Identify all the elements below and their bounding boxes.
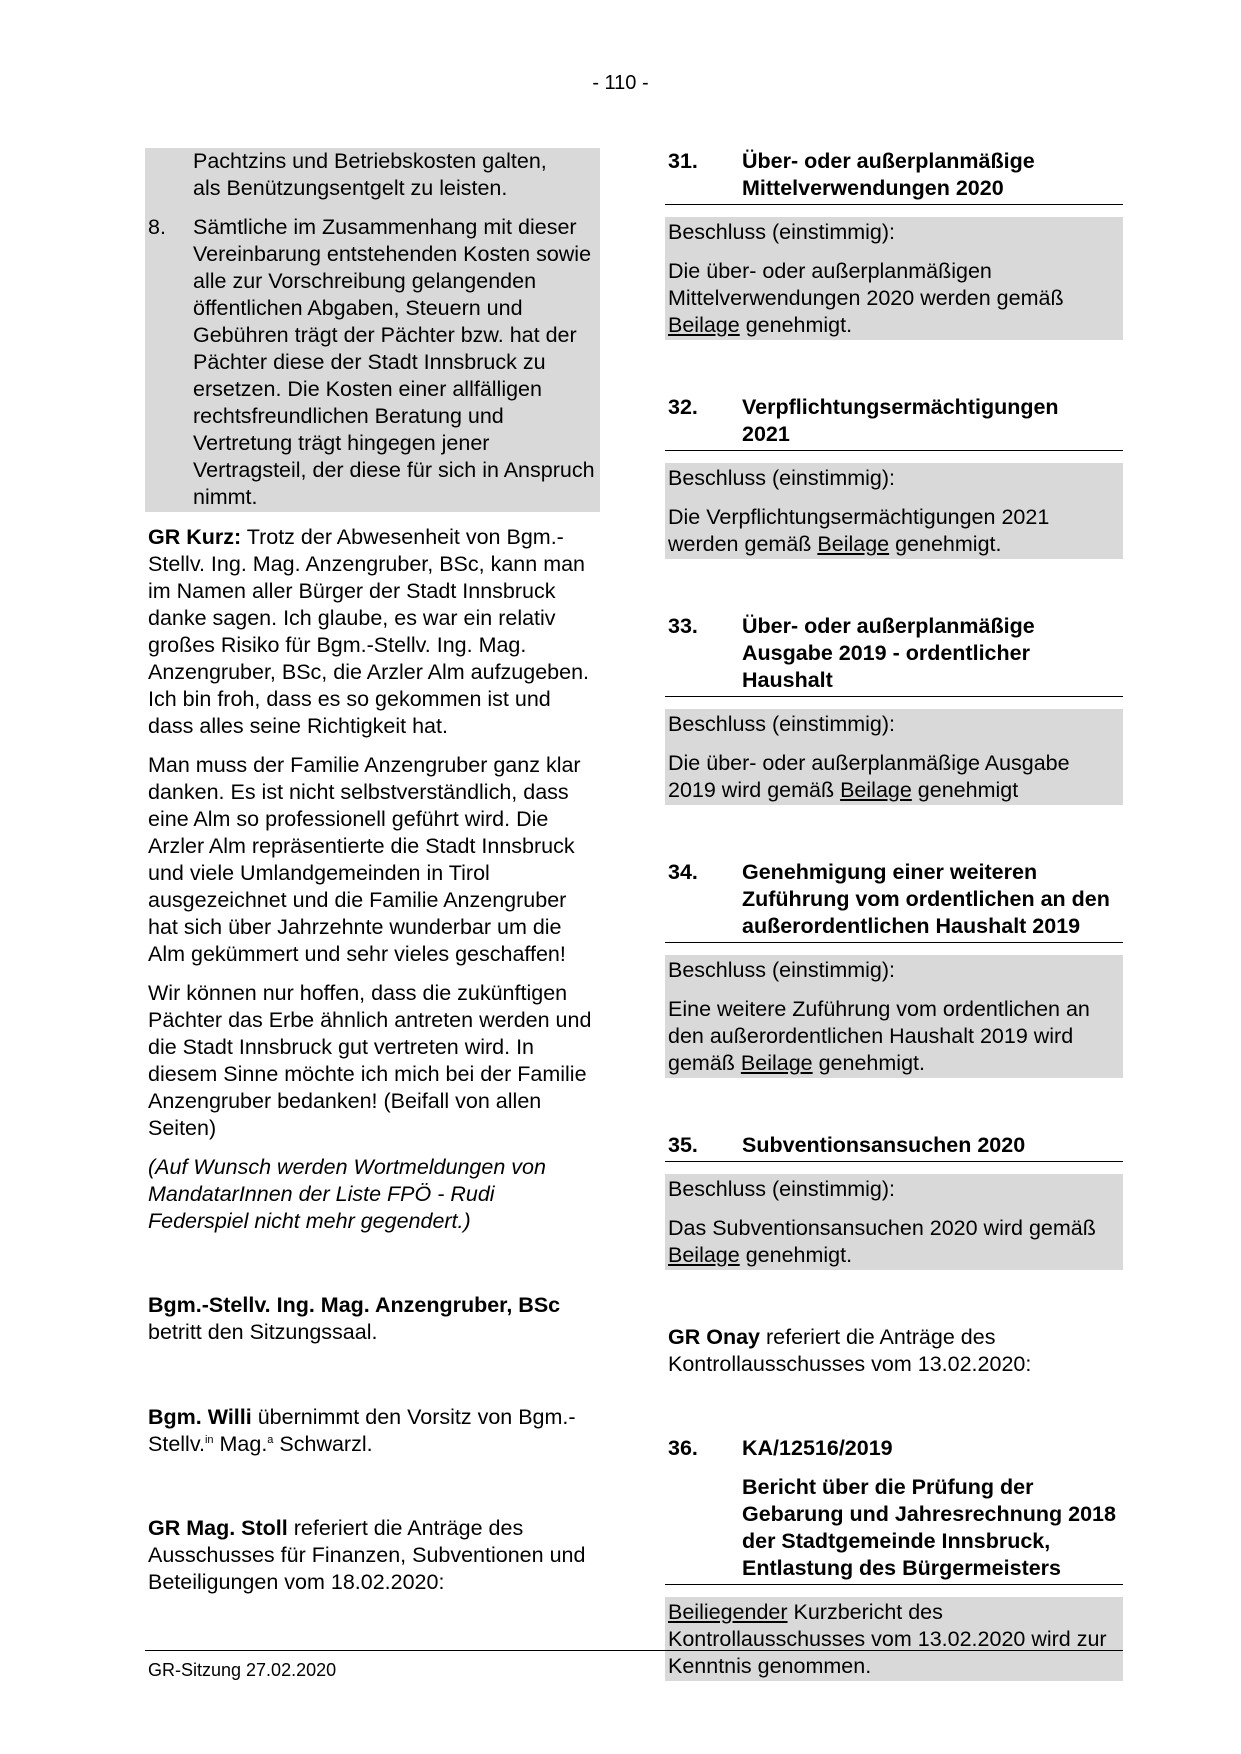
resolution-text [668, 258, 1120, 339]
beilage-link[interactable]: Beilage [668, 313, 740, 337]
resolution-text-start: Die über- oder außerplanmäßigen Mittelverwendungen 2020 werden gemäß [668, 259, 1064, 310]
attendance-note [145, 1292, 600, 1346]
resolution-box [665, 463, 1123, 559]
agenda-title: Genehmigung einer weiteren Zuführung vom ordentlichen an den außerordentlichen Haushalt 2019 [742, 860, 1110, 938]
beilage-link[interactable]: Beilage [840, 778, 912, 802]
agenda-number: 35. [668, 1133, 698, 1157]
resolution-label: Beschluss (einstimmig): [668, 220, 895, 244]
resolution-label: Beschluss (einstimmig): [668, 466, 895, 490]
resolution-box [665, 1174, 1123, 1270]
agenda-number: 32. [668, 395, 698, 419]
agenda-heading [665, 613, 1123, 697]
control-committee-intro [665, 1324, 1123, 1378]
agenda-item-31 [665, 148, 1123, 340]
resolution-text [668, 1215, 1120, 1269]
beilage-link[interactable]: Beilage [740, 1051, 813, 1075]
resolution-text [668, 1599, 1120, 1680]
contract-item-8 [145, 214, 600, 512]
resolution-text [668, 996, 1120, 1077]
resolution-text-end: genehmigt. [889, 532, 1002, 556]
attendance-name: Bgm.-Stellv. Ing. Mag. Anzengruber, BSc [148, 1293, 561, 1317]
continued-line-2: als Benützungsentgelt zu leisten. [193, 176, 508, 200]
agenda-heading [665, 394, 1123, 451]
speech-gr-kurz [145, 524, 600, 740]
agenda-number: 33. [668, 614, 698, 638]
resolution-text-start: Das Subventionsansuchen 2020 wird gemäß [668, 1216, 1096, 1240]
resolution-text [668, 750, 1120, 804]
agenda-number: 36. [668, 1436, 698, 1460]
agenda-title: Über- oder außerplanmäßige Mittelverwendungen 2020 [742, 149, 1035, 200]
chair-change-note [145, 1404, 600, 1458]
chair-sup-2: a [267, 1433, 274, 1446]
resolution-box [665, 1597, 1123, 1681]
finance-committee-intro [145, 1515, 600, 1596]
resolution-text-end: genehmigt. [739, 1243, 853, 1267]
agenda-title: Verpflichtungsermächtigungen 2021 [742, 395, 1059, 446]
agenda-item-35 [665, 1132, 1123, 1270]
speech-paragraph-3: Wir können nur hoffen, dass die zukünftigen Pächter das Erbe ähnlich antreten werden und die Stadt Innsbruck gut vertreten wird. In diesem Sinne möchte ich mich bei der Familie Anzengruber bedanken! (Beifall von allen Seiten) [148, 981, 592, 1140]
chair-text-2: Mag. [213, 1432, 268, 1456]
speech-text: Trotz der Abwesenheit von Bgm.-Stellv. Ing. Mag. Anzengruber, BSc, kann man im Namen aller Bürger der Stadt Innsbruck danke sagen. Ich glaube, es war ein relativ großes Risiko für Bgm.-Stellv. Ing. Mag. Anzengruber, BSc, die Arzler Alm aufzugeben. Ich bin froh, dass es so gekommen ist und dass alles seine Richtigkeit hat. [148, 525, 590, 738]
resolution-label: Beschluss (einstimmig): [668, 712, 895, 736]
agenda-title [742, 1435, 1123, 1582]
chair-text-1: übernimmt den Vorsitz von Bgm.-Stellv. [148, 1405, 576, 1456]
agenda-item-36 [665, 1435, 1123, 1681]
agenda-item-33 [665, 613, 1123, 805]
contract-terms-box [145, 148, 600, 512]
resolution-text-start: Die über- oder außerplanmäßige Ausgabe 2019 wird gemäß [668, 751, 1070, 802]
resolution-text-start: Die Verpflichtungsermächtigungen 2021 werden gemäß [668, 505, 1050, 556]
reporter-text: referiert die Anträge des Ausschusses für Finanzen, Subventionen und Beteiligungen vom 18.02.2020: [148, 1516, 586, 1594]
chair-name: Bgm. Willi [148, 1405, 252, 1429]
agenda-title: Über- oder außerplanmäßige Ausgabe 2019 - ordentlicher Haushalt [742, 614, 1035, 692]
page-number: - 110 - [592, 72, 649, 94]
agenda-item-32 [665, 394, 1123, 559]
resolution-label: Beschluss (einstimmig): [668, 958, 895, 982]
footer-session-date: GR-Sitzung 27.02.2020 [148, 1660, 337, 1680]
resolution-box [665, 709, 1123, 805]
left-column [145, 148, 600, 1596]
reporter-name: GR Onay [668, 1325, 760, 1349]
resolution-box [665, 955, 1123, 1078]
speaker-name: GR Kurz: [148, 525, 242, 549]
agenda-heading [665, 1132, 1123, 1162]
contract-item-number: 8. [148, 215, 166, 239]
gender-note: (Auf Wunsch werden Wortmeldungen von MandatarInnen der Liste FPÖ - Rudi Federspiel nicht mehr gegendert.) [148, 1155, 546, 1233]
resolution-text [668, 504, 1120, 558]
beiliegender-link[interactable]: Beiliegender [668, 1600, 788, 1624]
agenda-title: Subventionsansuchen 2020 [742, 1133, 1026, 1157]
footer-divider [145, 1650, 1123, 1651]
resolution-text-end: genehmigt. [812, 1051, 925, 1075]
right-column [665, 148, 1123, 1681]
reporter-name: GR Mag. Stoll [148, 1516, 288, 1540]
agenda-heading [665, 148, 1123, 205]
chair-text-3: Schwarzl. [273, 1432, 373, 1456]
agenda-heading [665, 859, 1123, 943]
continued-line-1: Pachtzins und Betriebskosten galten, [193, 149, 547, 173]
reporter-text: referiert die Anträge des Kontrollausschusses vom 13.02.2020: [668, 1325, 1032, 1376]
agenda-number: 34. [668, 860, 698, 884]
beilage-link[interactable]: Beilage [817, 532, 890, 556]
agenda-number: 31. [668, 149, 698, 173]
agenda-heading [665, 1435, 1123, 1585]
resolution-box [665, 217, 1123, 340]
attendance-text: betritt den Sitzungssaal. [148, 1320, 378, 1344]
contract-item-text: Sämtliche im Zusammenhang mit dieser Vereinbarung entstehenden Kosten sowie alle zur Vorschreibung gelangenden öffentlichen Abgaben, Steuern und Gebühren trägt der Pächter bzw. hat der Pächter diese der Stadt Innsbruck zu ersetzen. Die Kosten einer allfälligen rechtsfreundlichen Beratung und Vertretung trägt hingegen jener Vertragsteil, der diese für sich in Anspruch nimmt. [193, 215, 595, 509]
resolution-text-end: Kurzbericht des Kontrollausschusses vom 13.02.2020 wird zur Kenntnis genommen. [668, 1600, 1107, 1678]
resolution-text-start: Eine weitere Zuführung vom ordentlichen an den außerordentlichen Haushalt 2019 wird gemäß [668, 997, 1090, 1075]
agenda-item-34 [665, 859, 1123, 1078]
agenda-code: KA/12516/2019 [742, 1436, 893, 1460]
resolution-label: Beschluss (einstimmig): [668, 1177, 895, 1201]
speech-paragraph-2: Man muss der Familie Anzengruber ganz klar danken. Es ist nicht selbstverständlich, dass eine Alm so professionell geführt wird. Die Arzler Alm repräsentierte die Stadt Innsbruck und viele Umlandgemeinden in Tirol ausgezeichnet und die Familie Anzengruber hat sich über Jahrzehnte wunderbar um die Alm gekümmert und sehr vieles geschaffen! [148, 753, 581, 966]
resolution-text-end: genehmigt. [739, 313, 853, 337]
resolution-text-end: genehmigt [911, 778, 1019, 802]
agenda-subject: Bericht über die Prüfung der Gebarung und Jahresrechnung 2018 der Stadtgemeinde Innsbruck, Entlastung des Bürgermeisters [742, 1475, 1116, 1580]
beilage-link[interactable]: Beilage [668, 1243, 740, 1267]
chair-sup-1: in [204, 1433, 214, 1446]
